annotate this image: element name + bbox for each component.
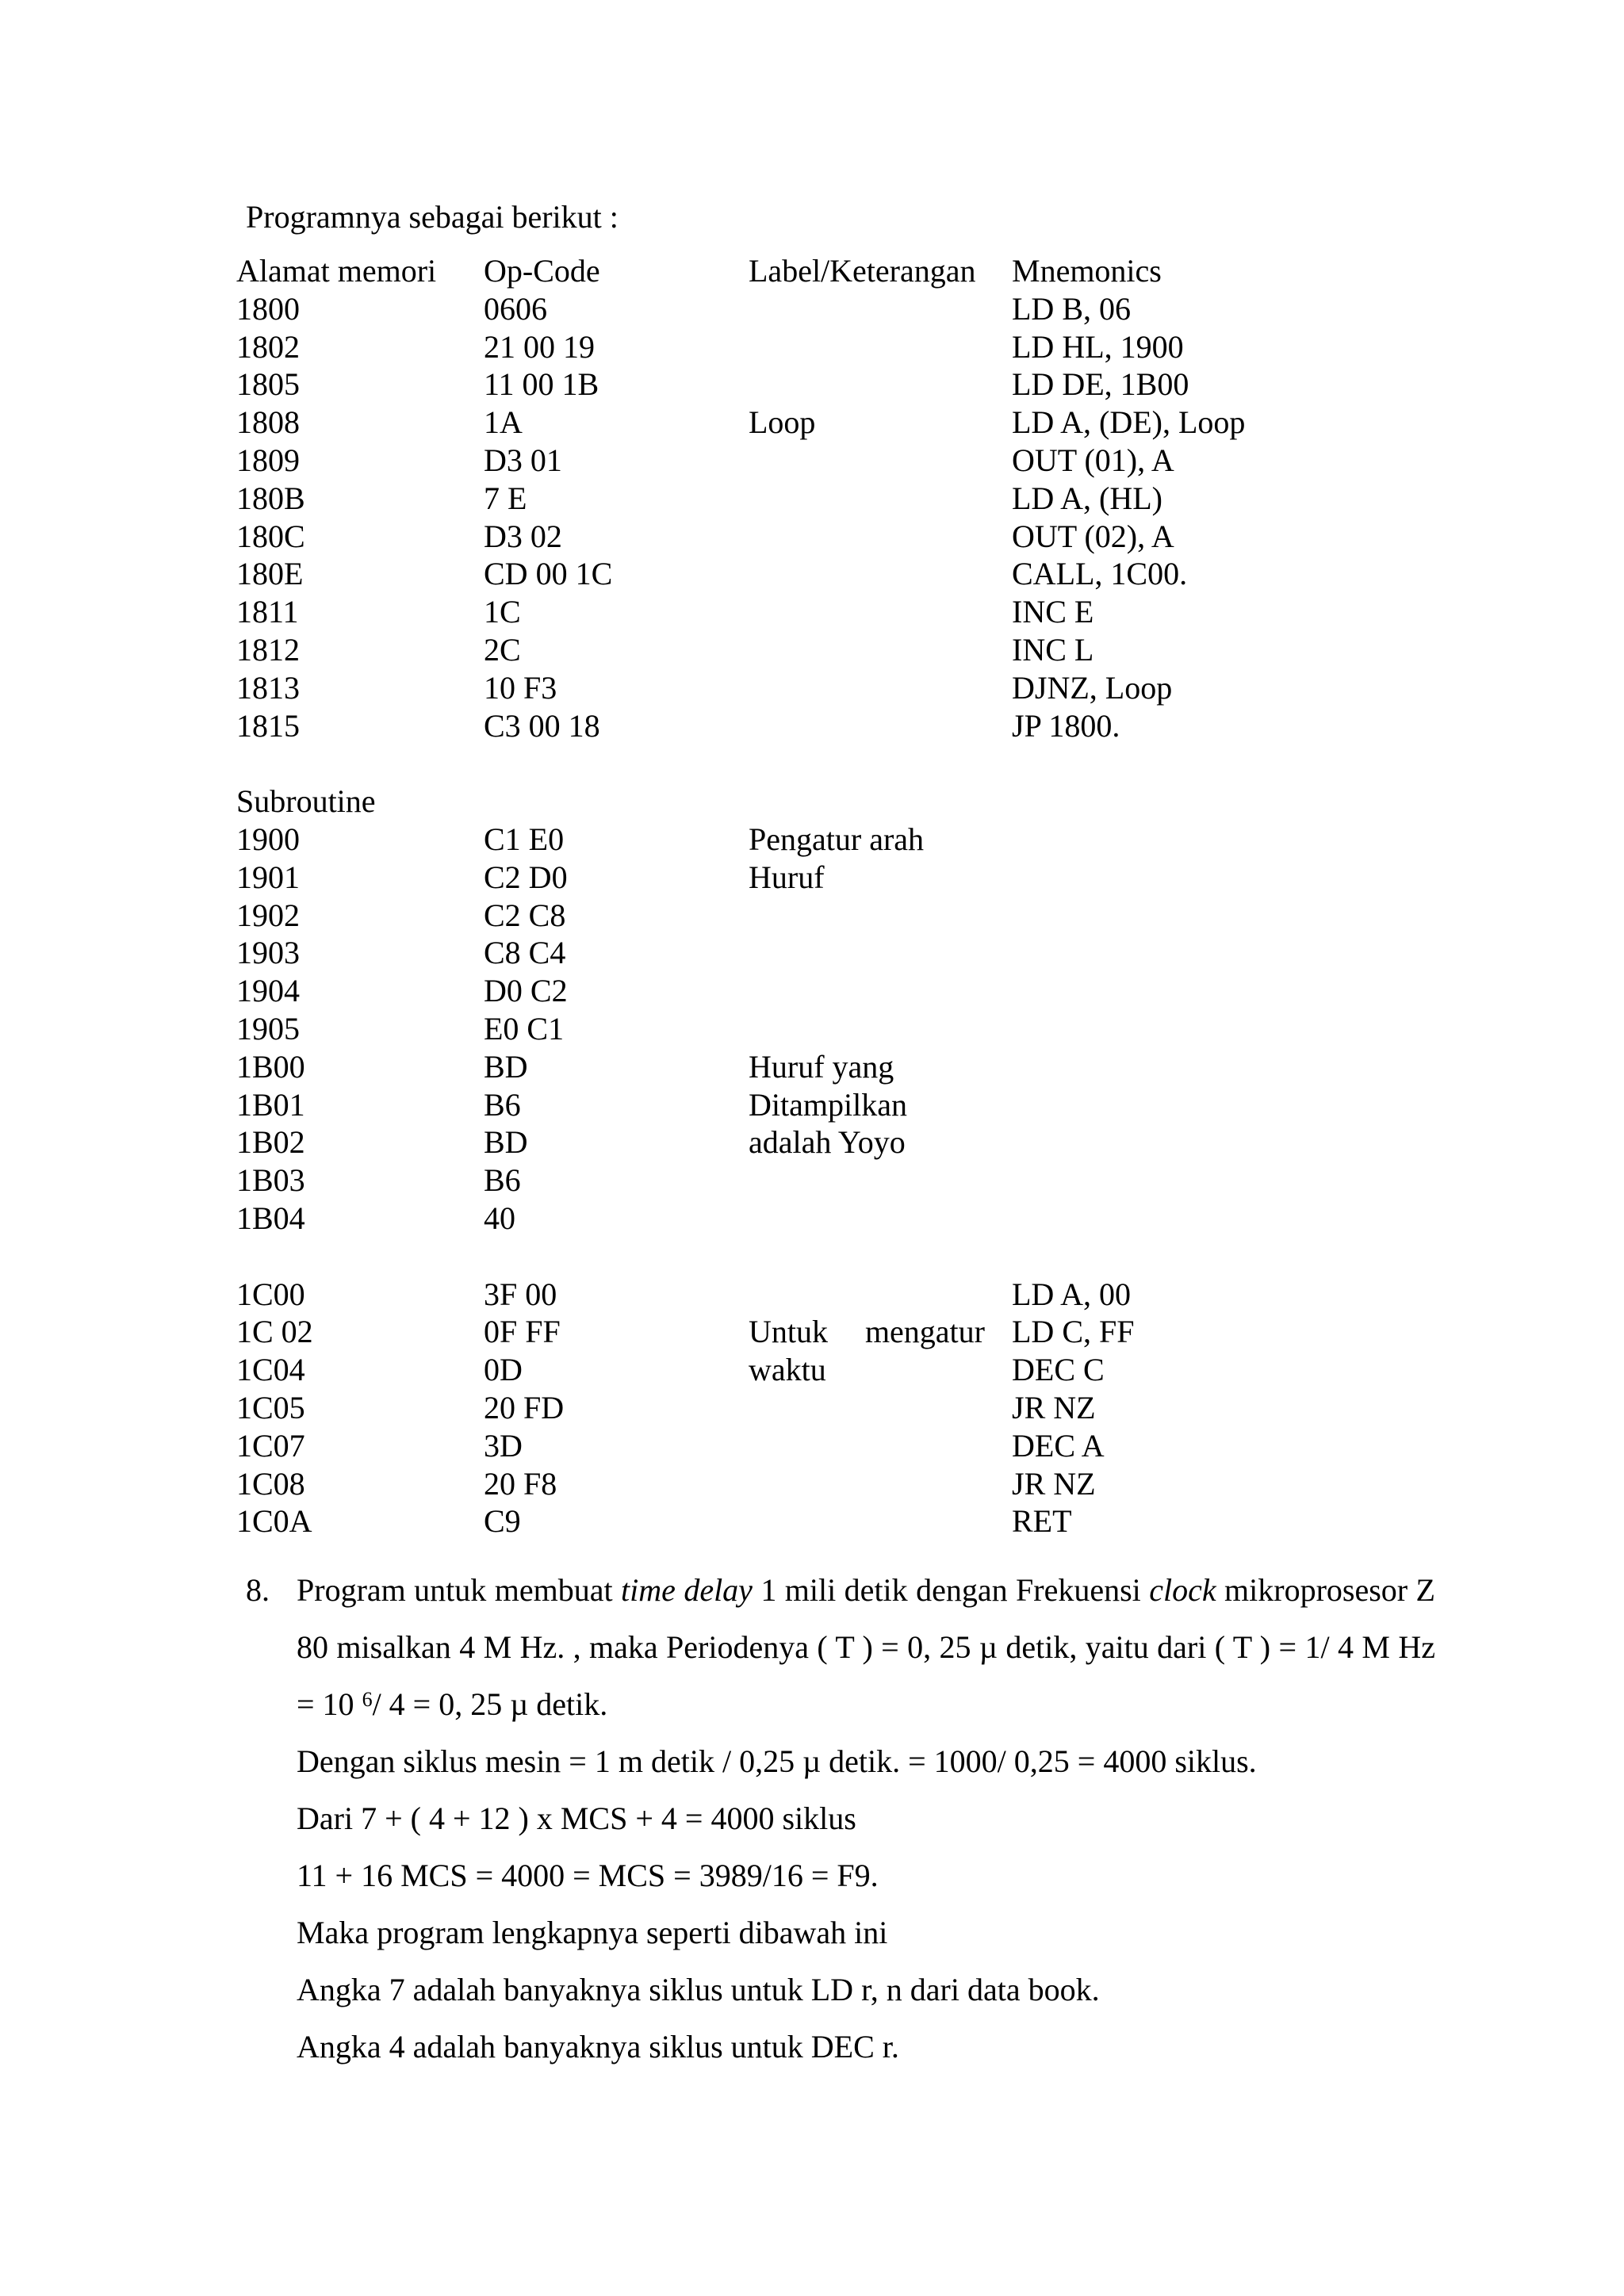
opcode: 0D xyxy=(484,1352,523,1388)
label-part: waktu xyxy=(749,1352,826,1388)
address: 180B xyxy=(236,480,305,516)
section-8-paragraph xyxy=(246,1562,1435,1733)
label-part: Untuk xyxy=(749,1314,828,1350)
table-row xyxy=(236,1200,1426,1238)
mnemonic: LD HL, 1900 xyxy=(1012,328,1184,365)
mnemonic: LD B, 06 xyxy=(1012,290,1131,327)
label xyxy=(749,1313,985,1351)
address: 1C08 xyxy=(236,1465,305,1502)
table-row xyxy=(236,1313,1426,1351)
table-row xyxy=(236,669,1426,707)
mnemonic: CALL, 1C00. xyxy=(1012,556,1188,592)
label: Huruf yang xyxy=(749,1048,894,1085)
term-time-delay: time delay xyxy=(621,1572,753,1608)
opcode: BD xyxy=(484,1048,528,1085)
table-row xyxy=(236,365,1426,404)
address: 1813 xyxy=(236,669,300,706)
label: Huruf xyxy=(749,859,825,895)
mnemonic: INC L xyxy=(1012,631,1094,668)
address: 1C0A xyxy=(236,1503,312,1540)
mnemonic: INC E xyxy=(1012,594,1094,630)
address: 1809 xyxy=(236,442,300,478)
section-number: 8. xyxy=(246,1572,270,1608)
text-line: 11 + 16 MCS = 4000 = MCS = 3989/16 = F9. xyxy=(297,1858,879,1893)
table-row xyxy=(236,518,1426,556)
table-row xyxy=(236,328,1426,366)
table-row xyxy=(236,934,1426,972)
opcode: C1 E0 xyxy=(484,821,565,857)
opcode: B6 xyxy=(484,1162,521,1199)
address: 1901 xyxy=(236,859,300,895)
mnemonic: LD A, 00 xyxy=(1012,1276,1131,1312)
table-row xyxy=(236,290,1426,328)
opcode: C2 D0 xyxy=(484,859,568,895)
address: 1903 xyxy=(236,935,300,971)
opcode: C8 C4 xyxy=(484,935,566,971)
opcode: D0 C2 xyxy=(484,973,568,1009)
header-mnemonics: Mnemonics xyxy=(1012,253,1162,289)
table-row xyxy=(236,1161,1426,1200)
table-row xyxy=(236,1389,1426,1427)
text-line: Angka 4 adalah banyaknya siklus untuk DEC r. xyxy=(297,2029,899,2064)
table-row xyxy=(236,972,1426,1010)
mnemonic: DJNZ, Loop xyxy=(1012,669,1173,706)
table-row xyxy=(236,442,1426,480)
text-line: Dari 7 + ( 4 + 12 ) x MCS + 4 = 4000 siklus xyxy=(297,1800,856,1836)
opcode: 40 xyxy=(484,1200,515,1236)
address: 1B03 xyxy=(236,1162,305,1199)
opcode: 10 F3 xyxy=(484,669,557,706)
table-row xyxy=(236,404,1426,442)
mnemonic: OUT (01), A xyxy=(1012,442,1174,478)
subroutine-title: Subroutine xyxy=(236,783,376,820)
table-row xyxy=(236,707,1426,745)
intro-text: Programnya sebagai berikut : xyxy=(246,199,619,235)
opcode: 20 FD xyxy=(484,1389,565,1425)
opcode: 1A xyxy=(484,404,523,441)
mnemonic: JR NZ xyxy=(1012,1465,1096,1502)
paragraph-text: / 4 = 0, 25 µ detik. xyxy=(372,1686,608,1722)
address: 1C05 xyxy=(236,1389,305,1425)
address: 1900 xyxy=(236,821,300,857)
opcode: 3D xyxy=(484,1427,523,1464)
table-row xyxy=(236,1048,1426,1086)
opcode: C9 xyxy=(484,1503,521,1540)
text-line: Angka 7 adalah banyaknya siklus untuk LD r, n dari data book. xyxy=(297,1972,1100,2007)
address: 1812 xyxy=(236,631,300,668)
mnemonic: RET xyxy=(1012,1503,1072,1540)
section-8 xyxy=(246,1562,1435,2076)
paragraph-text: Program untuk membuat xyxy=(297,1572,622,1608)
mnemonic: JP 1800. xyxy=(1012,707,1120,744)
opcode: D3 02 xyxy=(484,518,562,554)
table-row xyxy=(236,1465,1426,1503)
table-row xyxy=(236,1276,1426,1314)
opcode: 1C xyxy=(484,594,521,630)
table-row xyxy=(236,555,1426,593)
address: 180C xyxy=(236,518,305,554)
spacer xyxy=(236,1238,1426,1276)
opcode: C2 C8 xyxy=(484,897,566,933)
exponent: 6 xyxy=(362,1688,373,1711)
table-row xyxy=(236,897,1426,935)
spacer xyxy=(236,744,1426,783)
address: 1902 xyxy=(236,897,300,933)
mnemonic: OUT (02), A xyxy=(1012,518,1174,554)
mnemonic: LD DE, 1B00 xyxy=(1012,366,1189,403)
table-row xyxy=(236,859,1426,897)
address: 1904 xyxy=(236,973,300,1009)
address: 1802 xyxy=(236,328,300,365)
label-part: mengatur xyxy=(864,1314,985,1350)
paragraph-text: 1 mili detik dengan Frekuensi xyxy=(752,1572,1150,1608)
table-row xyxy=(236,1351,1426,1389)
mnemonic: LD A, (DE), Loop xyxy=(1012,404,1246,441)
label: Ditampilkan xyxy=(749,1086,907,1123)
address: 1C04 xyxy=(236,1352,305,1388)
opcode: 11 00 1B xyxy=(484,366,599,403)
header-opcode: Op-Code xyxy=(484,253,600,289)
mnemonic: JR NZ xyxy=(1012,1389,1096,1425)
opcode: D3 01 xyxy=(484,442,562,478)
label: Pengatur arah xyxy=(749,821,925,857)
address: 1808 xyxy=(236,404,300,441)
address: 180E xyxy=(236,556,304,592)
opcode: C3 00 18 xyxy=(484,707,600,744)
address: 1B04 xyxy=(236,1200,305,1236)
mnemonic: DEC A xyxy=(1012,1427,1105,1464)
opcode: 3F 00 xyxy=(484,1276,557,1312)
header-row xyxy=(236,252,1426,290)
table-row xyxy=(236,1010,1426,1048)
label xyxy=(749,1351,985,1389)
program-listing xyxy=(236,252,1426,1540)
opcode: 7 E xyxy=(484,480,527,516)
address: 1805 xyxy=(236,366,300,403)
address: 1B01 xyxy=(236,1086,305,1123)
address: 1800 xyxy=(236,290,300,327)
label: Loop xyxy=(749,404,816,441)
header-label: Label/Keterangan xyxy=(749,253,976,289)
table-row xyxy=(236,1427,1426,1465)
opcode: B6 xyxy=(484,1086,521,1123)
address: 1B00 xyxy=(236,1048,305,1085)
opcode: 20 F8 xyxy=(484,1465,557,1502)
text-line: Dengan siklus mesin = 1 m detik / 0,25 µ detik. = 1000/ 0,25 = 4000 siklus. xyxy=(297,1743,1257,1779)
address: 1C00 xyxy=(236,1276,305,1312)
address: 1905 xyxy=(236,1010,300,1047)
table-row xyxy=(236,1123,1426,1161)
address: 1B02 xyxy=(236,1124,305,1161)
opcode: E0 C1 xyxy=(484,1010,565,1047)
mnemonic: LD A, (HL) xyxy=(1012,480,1162,516)
address: 1C07 xyxy=(236,1427,305,1464)
opcode: 2C xyxy=(484,631,521,668)
table-row xyxy=(236,593,1426,631)
table-row xyxy=(236,631,1426,669)
table-row xyxy=(236,1502,1426,1540)
opcode: BD xyxy=(484,1124,528,1161)
table-row xyxy=(236,480,1426,518)
term-clock: clock xyxy=(1149,1572,1216,1608)
mnemonic: LD C, FF xyxy=(1012,1314,1135,1350)
table-row xyxy=(236,821,1426,859)
mnemonic: DEC C xyxy=(1012,1352,1105,1388)
opcode: 0F FF xyxy=(484,1314,561,1350)
subroutine-title-row xyxy=(236,783,1426,821)
paragraph-text: mikroprosesor Z 80 misalkan 4 M Hz. , maka Periodenya ( T ) = 0, 25 µ detik, yaitu dari ( T ) = 1/ 4 M Hz = 10 xyxy=(297,1572,1435,1722)
opcode: 21 00 19 xyxy=(484,328,595,365)
table-row xyxy=(236,1086,1426,1124)
address: 1C 02 xyxy=(236,1314,313,1350)
opcode: CD 00 1C xyxy=(484,556,613,592)
text-line: Maka program lengkapnya seperti dibawah ini xyxy=(297,1915,888,1950)
address: 1815 xyxy=(236,707,300,744)
header-address: Alamat memori xyxy=(236,253,437,289)
label: adalah Yoyo xyxy=(749,1124,906,1161)
address: 1811 xyxy=(236,594,299,630)
opcode: 0606 xyxy=(484,290,547,327)
